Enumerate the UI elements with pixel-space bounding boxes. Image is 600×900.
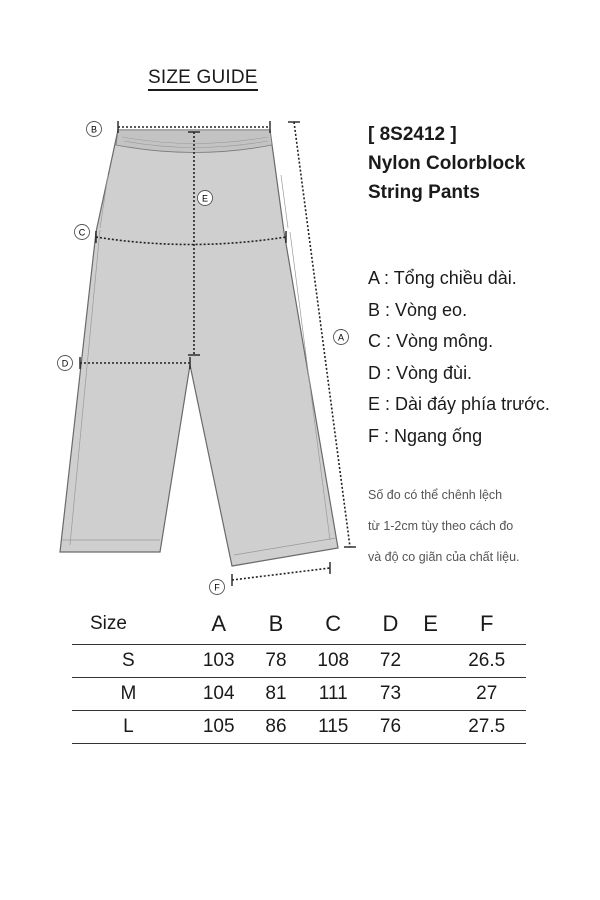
- size-table: [72, 604, 526, 744]
- header-c: C: [325, 611, 342, 636]
- marker-c: [75, 225, 90, 240]
- cell-size: L: [72, 711, 185, 744]
- cell-d: 76: [367, 711, 414, 744]
- legend-item-d: D : Vòng đùi.: [368, 362, 473, 383]
- header-size: Size: [90, 613, 127, 634]
- size-table-header: [72, 604, 526, 645]
- cell-c: 115: [299, 711, 367, 744]
- table-row: [72, 678, 526, 711]
- header-e: E: [423, 611, 438, 636]
- svg-text:B: B: [90, 124, 98, 135]
- cell-e: [414, 711, 448, 744]
- svg-text:C: C: [78, 227, 86, 238]
- cell-f: 26.5: [447, 645, 526, 678]
- legend-item-b: B : Vòng eo.: [368, 299, 468, 320]
- cell-c: 108: [299, 645, 367, 678]
- cell-a: 104: [185, 678, 253, 711]
- header-d: D: [382, 611, 399, 636]
- marker-b: [87, 122, 102, 137]
- marker-a: [334, 330, 349, 345]
- legend-item-c: C : Vòng mông.: [368, 331, 494, 351]
- svg-text:D: D: [61, 358, 69, 369]
- product-code: [ 8S2412 ]: [368, 124, 457, 145]
- marker-d: [58, 356, 73, 371]
- product-name-line2: String Pants: [368, 182, 480, 203]
- cell-a: 105: [185, 711, 253, 744]
- svg-text:E: E: [201, 193, 209, 204]
- product-name-line1: Nylon Colorblock: [368, 153, 526, 174]
- header-b: B: [268, 611, 284, 636]
- cell-d: 73: [367, 678, 414, 711]
- table-row: [72, 645, 526, 678]
- cell-b: 81: [253, 678, 300, 711]
- header-f: F: [479, 611, 494, 636]
- cell-size: M: [72, 678, 185, 711]
- measurement-note: [368, 480, 520, 573]
- note-line: và độ co giãn của chất liệu.: [368, 550, 520, 564]
- legend-item-e: E : Dài đáy phía trước.: [368, 394, 550, 414]
- page-title: SIZE GUIDE: [148, 68, 258, 91]
- cell-f: 27.5: [447, 711, 526, 744]
- cell-b: 78: [253, 645, 300, 678]
- header-a: A: [211, 611, 227, 636]
- cell-e: [414, 678, 448, 711]
- marker-f: [210, 580, 225, 595]
- cell-f: 27: [447, 678, 526, 711]
- legend-item-a: A : Tổng chiều dài.: [368, 268, 517, 288]
- cell-e: [414, 645, 448, 678]
- marker-e: [198, 191, 213, 206]
- note-line: Số đo có thể chênh lệch: [368, 488, 503, 502]
- cell-b: 86: [253, 711, 300, 744]
- cell-a: 103: [185, 645, 253, 678]
- svg-text:F: F: [214, 582, 220, 593]
- product-heading: [368, 120, 525, 207]
- cell-size: S: [72, 645, 185, 678]
- legend-item-f: F : Ngang ống: [368, 425, 483, 446]
- note-line: từ 1-2cm tùy theo cách đo: [368, 519, 514, 533]
- cell-d: 72: [367, 645, 414, 678]
- svg-text:A: A: [337, 332, 345, 343]
- cell-c: 111: [299, 678, 367, 711]
- table-row: [72, 711, 526, 744]
- measure-line-f: [232, 568, 330, 580]
- measurement-legend: [368, 263, 550, 452]
